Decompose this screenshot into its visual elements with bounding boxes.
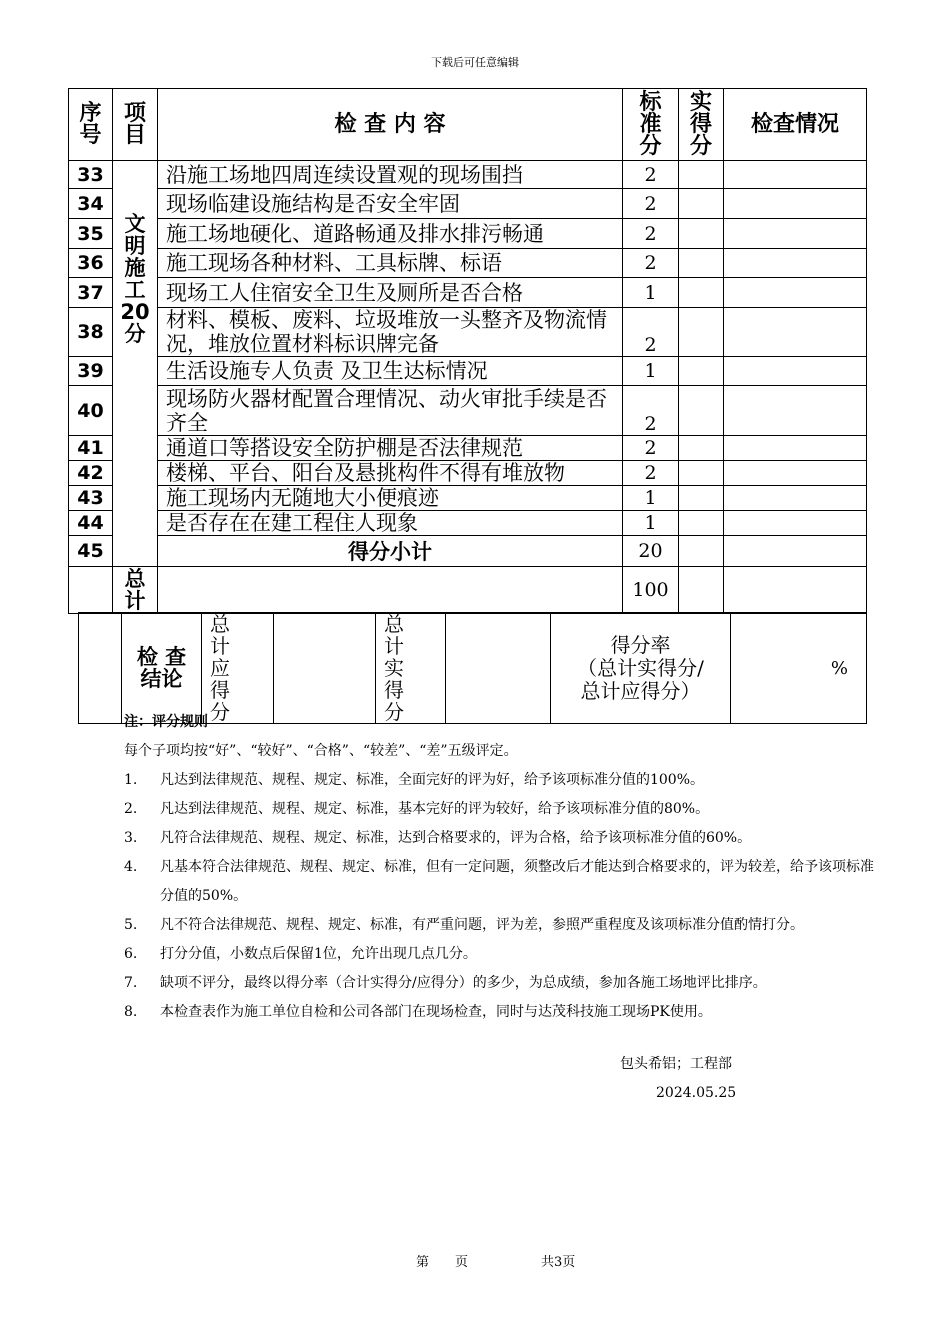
rule-item: 8. 本检查表作为施工单位自检和公司各部门在现场检查，同时与达茂科技施工现场PK使用。	[124, 1004, 712, 1020]
total-actual-score[interactable]	[679, 567, 724, 614]
row-number: 42	[69, 461, 113, 486]
table-row	[69, 486, 867, 511]
table-row	[69, 511, 867, 536]
row-content: 施工现场各种材料、工具标牌、标语	[158, 249, 623, 278]
inspection-table	[68, 88, 867, 614]
table-row	[69, 308, 867, 357]
date: 2024.05.25	[656, 1085, 737, 1101]
row-status[interactable]	[724, 278, 867, 308]
row-standard-score: 2	[623, 249, 679, 278]
row-number: 36	[69, 249, 113, 278]
row-content: 施工现场内无随地大小便痕迹	[158, 486, 623, 511]
table-row	[69, 219, 867, 249]
row-standard-score: 2	[623, 436, 679, 461]
row-status[interactable]	[724, 511, 867, 536]
header-standard-score: 标 准 分	[623, 89, 679, 161]
row-actual-score[interactable]	[679, 249, 724, 278]
subtotal-label: 得分小计	[158, 536, 623, 567]
row-number: 33	[69, 161, 113, 189]
row-standard-score: 2	[623, 308, 679, 357]
total-due-value[interactable]	[274, 613, 376, 724]
rule-item: 3. 凡符合法律规范、规程、规定、标准，达到合格要求的，评为合格，给予该项标准分值的60%。	[124, 830, 752, 846]
row-number: 44	[69, 511, 113, 536]
row-status[interactable]	[724, 161, 867, 189]
row-actual-score[interactable]	[679, 219, 724, 249]
header-status: 检查情况	[724, 89, 867, 161]
total-status[interactable]	[724, 567, 867, 614]
rule-item: 1. 凡达到法律规范、规程、规定、标准，全面完好的评为好，给予该项标准分值的100%。	[124, 772, 705, 788]
row-number: 35	[69, 219, 113, 249]
total-content-empty	[158, 567, 623, 614]
row-actual-score[interactable]	[679, 511, 724, 536]
total-actual-label: 总 计 实 得 分	[376, 613, 446, 724]
row-content: 生活设施专人负责 及卫生达标情况	[158, 357, 623, 386]
row-actual-score[interactable]	[679, 308, 724, 357]
table-row	[69, 357, 867, 386]
row-number: 38	[69, 308, 113, 357]
row-number: 39	[69, 357, 113, 386]
table-row	[69, 461, 867, 486]
header-actual-score: 实 得 分	[679, 89, 724, 161]
row-actual-score[interactable]	[679, 436, 724, 461]
table-row	[69, 249, 867, 278]
row-status[interactable]	[724, 436, 867, 461]
row-standard-score: 1	[623, 357, 679, 386]
row-actual-score[interactable]	[679, 161, 724, 189]
row-status[interactable]	[724, 249, 867, 278]
row-status[interactable]	[724, 461, 867, 486]
table-row	[69, 161, 867, 189]
row-status[interactable]	[724, 219, 867, 249]
row-content: 现场防火器材配置合理情况、动火审批手续是否齐全	[158, 386, 623, 436]
row-actual-score[interactable]	[679, 189, 724, 219]
scoring-rules	[124, 708, 884, 1027]
total-row	[69, 567, 867, 614]
row-status[interactable]	[724, 486, 867, 511]
row-number: 43	[69, 486, 113, 511]
header-seq: 序 号	[69, 89, 113, 161]
row-number: 34	[69, 189, 113, 219]
row-status[interactable]	[724, 357, 867, 386]
row-standard-score: 2	[623, 219, 679, 249]
row-standard-score: 1	[623, 486, 679, 511]
row-actual-score[interactable]	[679, 386, 724, 436]
rule-item: 4. 凡基本符合法律规范、规程、规定、标准，但有一定问题，须整改后才能达到合格要求的，评为较差，给予该项标准分值的50%。	[124, 859, 874, 904]
row-number: 37	[69, 278, 113, 308]
row-content: 施工场地硬化、道路畅通及排水排污畅通	[158, 219, 623, 249]
rule-item: 6. 打分分值，小数点后保留1位，允许出现几点几分。	[124, 946, 477, 962]
subtotal-standard-score: 20	[623, 536, 679, 567]
rate-percent[interactable]: %	[731, 613, 867, 724]
rules-intro: 每个子项均按“好”、“较好”、“合格”、“较差”、“差”五级评定。	[124, 743, 518, 759]
row-content: 通道口等搭设安全防护棚是否法律规范	[158, 436, 623, 461]
row-content: 沿施工场地四周连续设置观的现场围挡	[158, 161, 623, 189]
row-actual-score[interactable]	[679, 357, 724, 386]
subtotal-status[interactable]	[724, 536, 867, 567]
table-row	[69, 189, 867, 219]
subtotal-actual-score[interactable]	[679, 536, 724, 567]
row-standard-score: 1	[623, 278, 679, 308]
header-project: 项 目	[113, 89, 158, 161]
row-status[interactable]	[724, 189, 867, 219]
row-actual-score[interactable]	[679, 486, 724, 511]
row-actual-score[interactable]	[679, 461, 724, 486]
rules-title: 注：评分规则	[124, 714, 208, 730]
table-header-row	[69, 89, 867, 161]
row-content: 现场临建设施结构是否安全牢固	[158, 189, 623, 219]
table-row	[69, 278, 867, 308]
row-status[interactable]	[724, 386, 867, 436]
row-status[interactable]	[724, 308, 867, 357]
total-actual-value[interactable]	[446, 613, 551, 724]
row-standard-score: 2	[623, 161, 679, 189]
header-note: 下载后可任意编辑	[431, 56, 519, 69]
row-standard-score: 2	[623, 461, 679, 486]
row-content: 现场工人住宿安全卫生及厕所是否合格	[158, 278, 623, 308]
rate-label: 得分率 （总计实得分/ 总计应得分）	[551, 613, 731, 724]
row-standard-score: 2	[623, 189, 679, 219]
subtotal-row	[69, 536, 867, 567]
category-cell: 文 明 施 工 20 分	[113, 161, 158, 567]
row-number: 41	[69, 436, 113, 461]
row-number: 45	[69, 536, 113, 567]
total-due-label: 总 计 应 得 分	[202, 613, 274, 724]
footer-page-label: 第 页	[416, 1255, 469, 1270]
row-standard-score: 1	[623, 511, 679, 536]
total-label: 总 计	[113, 567, 158, 614]
row-standard-score: 2	[623, 386, 679, 436]
row-content: 是否存在在建工程住人现象	[158, 511, 623, 536]
rule-item: 5. 凡不符合法律规范、规程、规定、标准，有严重问题，评为差，参照严重程度及该项标准分值酌情打分。	[124, 917, 804, 933]
rule-item: 7. 缺项不评分，最终以得分率（合计实得分/应得分）的多少，为总成绩，参加各施工场地评比排序。	[124, 975, 767, 991]
row-actual-score[interactable]	[679, 278, 724, 308]
conclusion-label: 检 查 结论	[122, 613, 202, 724]
header-content: 检 查 内 容	[158, 89, 623, 161]
row-content: 楼梯、平台、阳台及悬挑构件不得有堆放物	[158, 461, 623, 486]
table-row	[69, 386, 867, 436]
rule-item: 2. 凡达到法律规范、规程、规定、标准，基本完好的评为较好，给予该项标准分值的80%。	[124, 801, 710, 817]
total-number-empty	[69, 567, 113, 614]
total-standard-score: 100	[623, 567, 679, 614]
row-content: 材料、模板、废料、垃圾堆放一头整齐及物流情况，堆放位置材料标识牌完备	[158, 308, 623, 357]
signature: 包头希铝；工程部	[620, 1056, 732, 1072]
table-row	[69, 436, 867, 461]
conclusion-spacer	[79, 613, 122, 724]
row-number: 40	[69, 386, 113, 436]
footer-total-pages: 共3页	[541, 1255, 576, 1270]
conclusion-row	[79, 613, 867, 724]
